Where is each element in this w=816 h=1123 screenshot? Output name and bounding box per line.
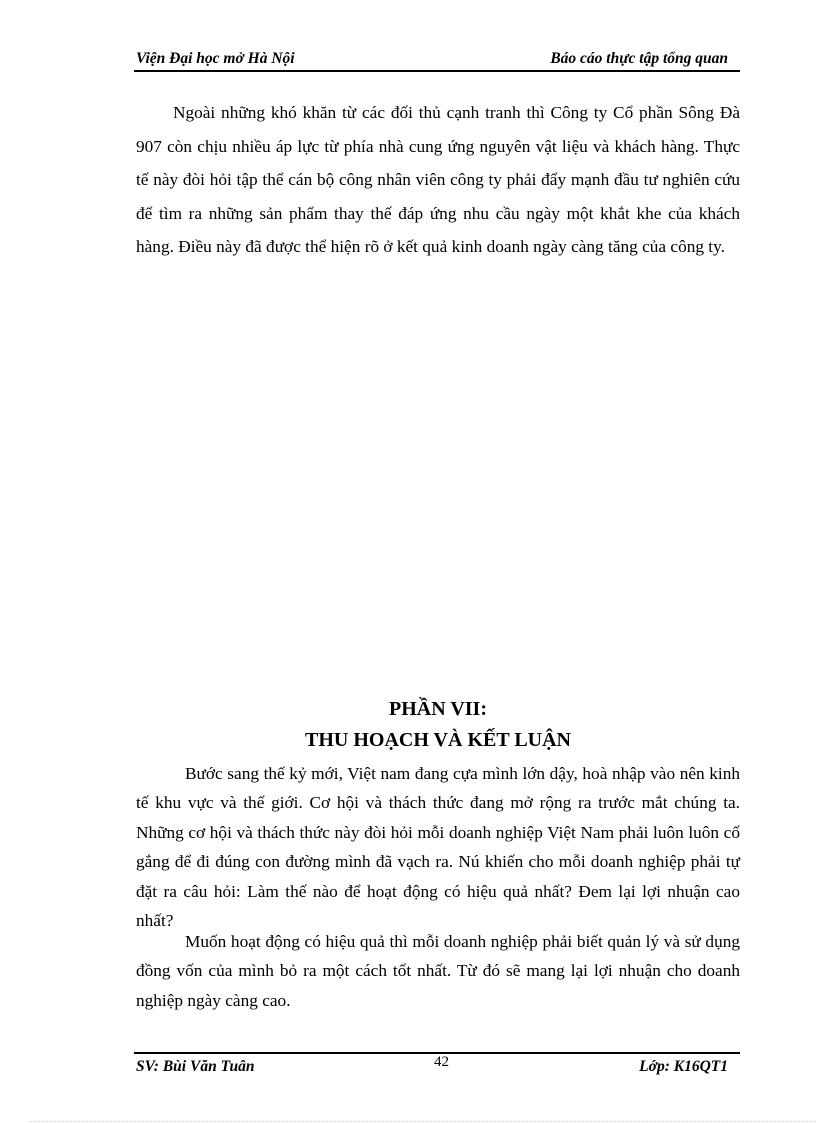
header-report-title: Báo cáo thực tập tổng quan — [550, 50, 728, 67]
footer-student-name: SV: Bùi Văn Tuân — [136, 1058, 255, 1075]
section-subtitle: THU HOẠCH VÀ KẾT LUẬN — [305, 729, 571, 751]
body-paragraph-3: Muốn hoạt động có hiệu quả thì mỗi doanh nghiệp phải biết quản lý và sử dụng đồng vốn của mình bỏ ra một cách tốt nhất. Từ đó sẽ mang lại lợi nhuận cho doanh nghiệp ngày càng cao. — [136, 932, 740, 1010]
body-paragraph-1: Ngoài những khó khăn từ các đối thủ cạnh tranh thì Công ty Cổ phần Sông Đà 907 còn chịu nhiều áp lực từ phía nhà cung ứng nguyên vật liệu và khách hàng. Thực tế này đòi hỏi tập thể cán bộ công nhân viên công ty phải đẩy mạnh đầu tư nghiên cứu để tìm ra những sản phẩm thay thế đáp ứng nhu cầu ngày một khắt khe của khách hàng. Điều này đã được thể hiện rõ ở kết quả kinh doanh ngày càng tăng của công ty. — [136, 103, 740, 257]
body-paragraph-2: Bước sang thế kỷ mới, Việt nam đang cựa mình lớn dậy, hoà nhập vào nên kinh tế khu vực và thế giới. Cơ hội và thách thức đang mở rộng ra trước mắt chúng ta. Những cơ hội và thách thức này đòi hỏi mỗi doanh nghiệp Việt Nam phải luôn luôn cố gắng để đi đúng con đường mình đã vạch ra. Nú khiến cho mỗi doanh nghiệp phải tự đặt ra câu hỏi: Làm thế nào để hoạt động có hiệu quả nhất? Đem lại lợi nhuận cao nhất? — [136, 764, 740, 931]
page-number: 42 — [434, 1054, 449, 1070]
page-header — [134, 48, 740, 72]
page-footer — [134, 1052, 740, 1080]
header-institution: Viện Đại học mở Hà Nội — [136, 50, 295, 67]
footer-class-code: Lớp: K16QT1 — [639, 1058, 728, 1075]
section-title: PHẦN VII: — [389, 698, 487, 720]
page-edge-divider — [30, 1121, 816, 1122]
